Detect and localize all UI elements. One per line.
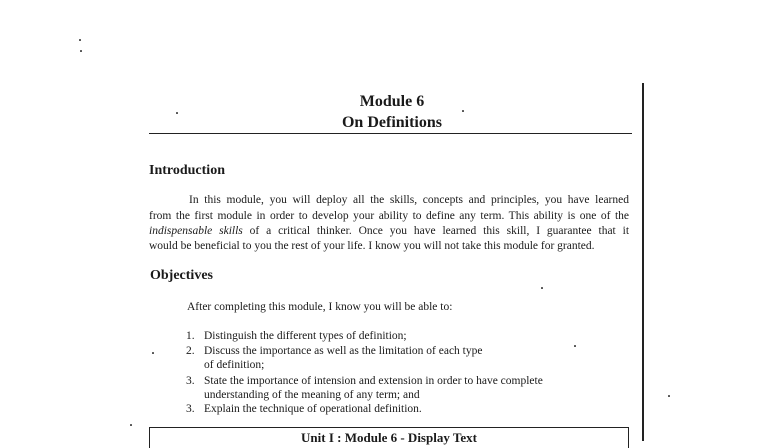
emphasis-text: indispensable skills — [149, 225, 243, 237]
scan-speck — [79, 39, 81, 41]
objective-text: Distinguish the different types of definition; — [204, 330, 407, 342]
objective-number: 1. — [186, 330, 195, 342]
objective-item — [186, 328, 407, 344]
scan-speck — [574, 345, 576, 347]
objective-number: 2. — [186, 345, 195, 357]
objective-text: Explain the technique of operational definition. — [204, 403, 422, 415]
page-edge-line — [642, 83, 644, 441]
introduction-line: would be beneficial to you the rest of your life. I know you will not take this module for granted. — [149, 240, 595, 252]
introduction-line: from the first module in order to develop your ability to define any term. This ability is one of the — [149, 210, 629, 222]
objective-item — [186, 401, 422, 417]
module-title: Module 6 — [359, 93, 425, 110]
introduction-line: of a critical thinker. Once you have learned this skill, I guarantee that it — [249, 225, 630, 237]
module-subtitle: On Definitions — [341, 114, 442, 131]
objectives-intro: After completing this module, I know you will be able to: — [187, 301, 453, 313]
introduction-line: In this module, you will deploy all the skills, concepts and principles, you have learned — [189, 194, 629, 206]
title-underline — [149, 133, 632, 134]
introduction-heading: Introduction — [149, 163, 225, 178]
scan-speck — [541, 287, 543, 289]
objective-continuation: of definition; — [204, 359, 265, 371]
scan-speck — [130, 424, 132, 426]
objective-text: State the importance of intension and extension in order to have complete — [204, 375, 543, 387]
unit-module-box — [149, 427, 629, 448]
objectives-heading: Objectives — [150, 268, 213, 283]
scan-speck — [152, 352, 154, 354]
objective-number: 3. — [186, 403, 195, 415]
scan-speck — [80, 50, 82, 52]
objective-number: 3. — [186, 375, 195, 387]
unit-module-label: Unit I : Module 6 - Display Text — [301, 430, 477, 445]
objective-text: Discuss the importance as well as the limitation of each type — [204, 345, 483, 357]
introduction-line-with-emphasis — [149, 223, 629, 239]
objective-continuation: understanding of the meaning of any term; and — [204, 389, 420, 401]
scan-speck — [668, 395, 670, 397]
